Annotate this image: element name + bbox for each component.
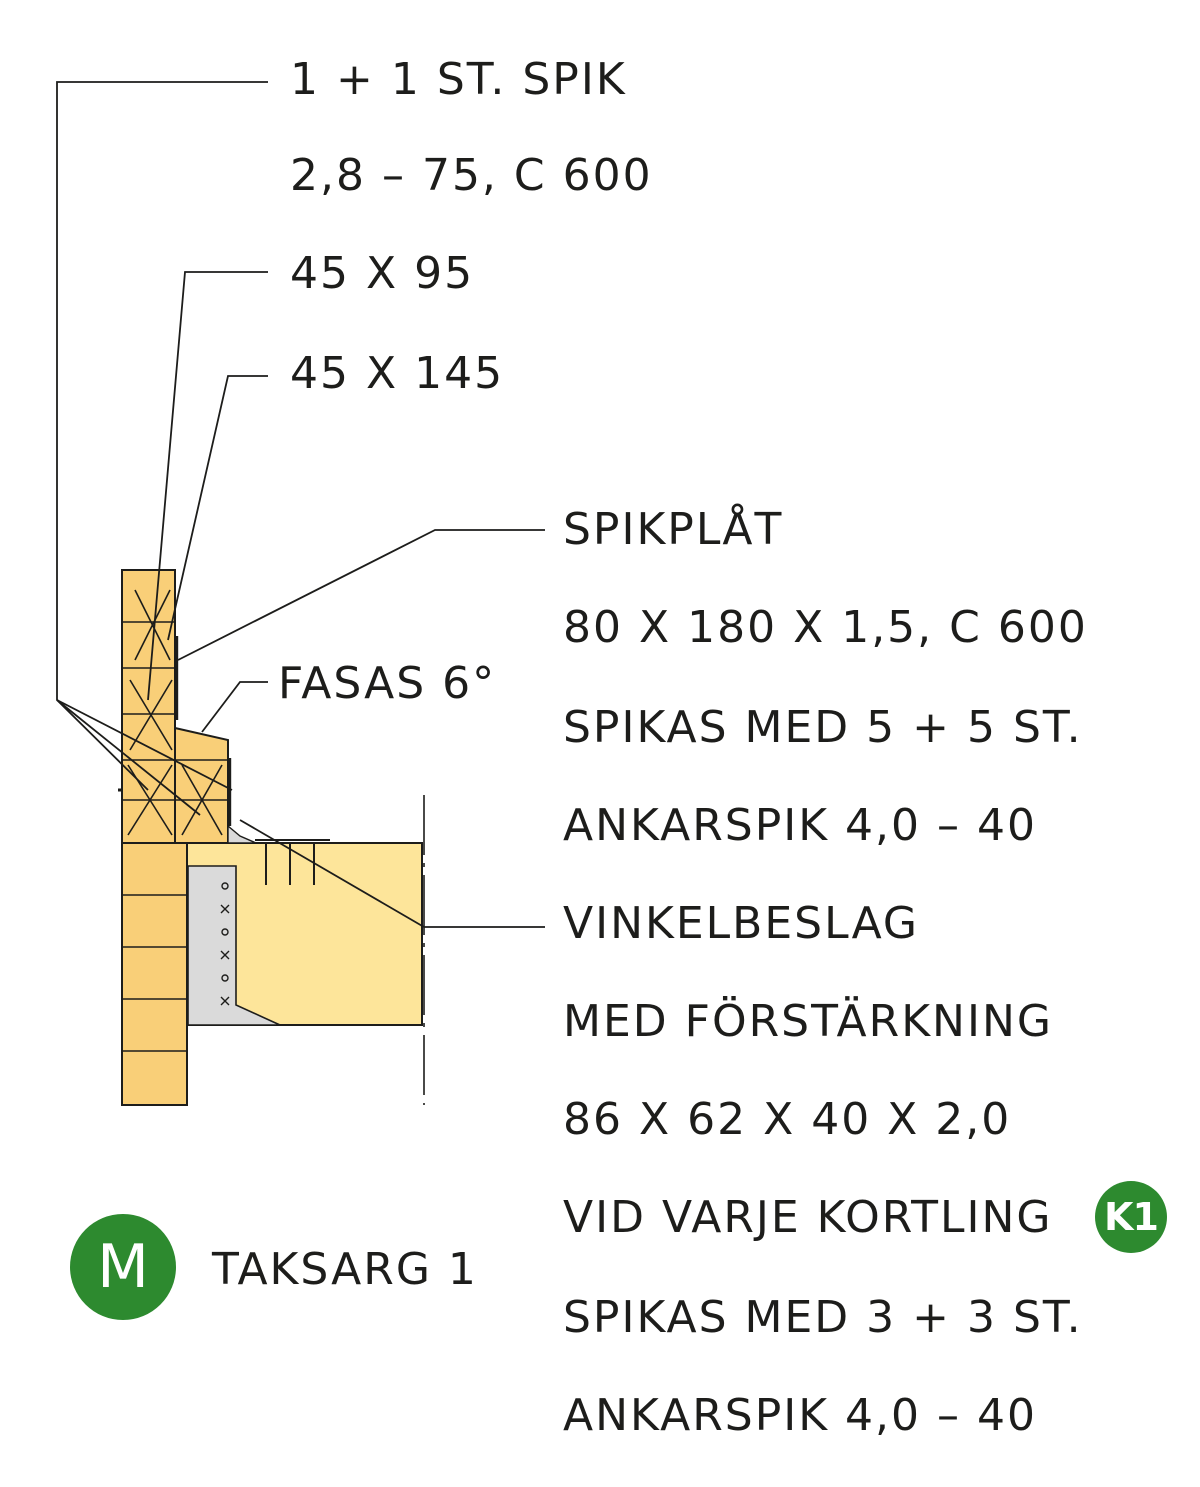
module-badge-m: M <box>70 1214 176 1320</box>
block-45x145 <box>175 728 228 843</box>
label-vinkel-nails: SPIKAS MED 3 + 3 ST. <box>563 1292 1083 1343</box>
label-spik-spec: 2,8 – 75, C 600 <box>290 150 653 201</box>
wall-stud <box>122 843 187 1105</box>
label-stud-45x95: 45 X 95 <box>290 248 475 299</box>
label-spikplat-dim: 80 X 180 X 1,5, C 600 <box>563 602 1088 653</box>
reference-badge-k1: K1 <box>1095 1181 1167 1253</box>
label-vinkel-anchor: ANKARSPIK 4,0 – 40 <box>563 1390 1037 1441</box>
label-spikplat-nails: SPIKAS MED 5 + 5 ST. <box>563 702 1083 753</box>
label-spik-count: 1 + 1 ST. SPIK <box>290 54 627 105</box>
detail-title: TAKSARG 1 <box>212 1244 478 1295</box>
label-spikplat-anchor: ANKARSPIK 4,0 – 40 <box>563 800 1037 851</box>
bracket-flange <box>228 826 256 843</box>
label-vinkelbeslag: VINKELBESLAG <box>563 898 920 949</box>
label-vinkel-reinforcement: MED FÖRSTÄRKNING <box>563 996 1053 1047</box>
label-fasas: FASAS 6° <box>278 658 497 709</box>
label-vinkel-dim: 86 X 62 X 40 X 2,0 <box>563 1094 1012 1145</box>
label-spikplat: SPIKPLÅT <box>563 504 784 555</box>
label-block-45x145: 45 X 145 <box>290 348 505 399</box>
label-vinkel-placement: VID VARJE KORTLING <box>563 1192 1053 1243</box>
